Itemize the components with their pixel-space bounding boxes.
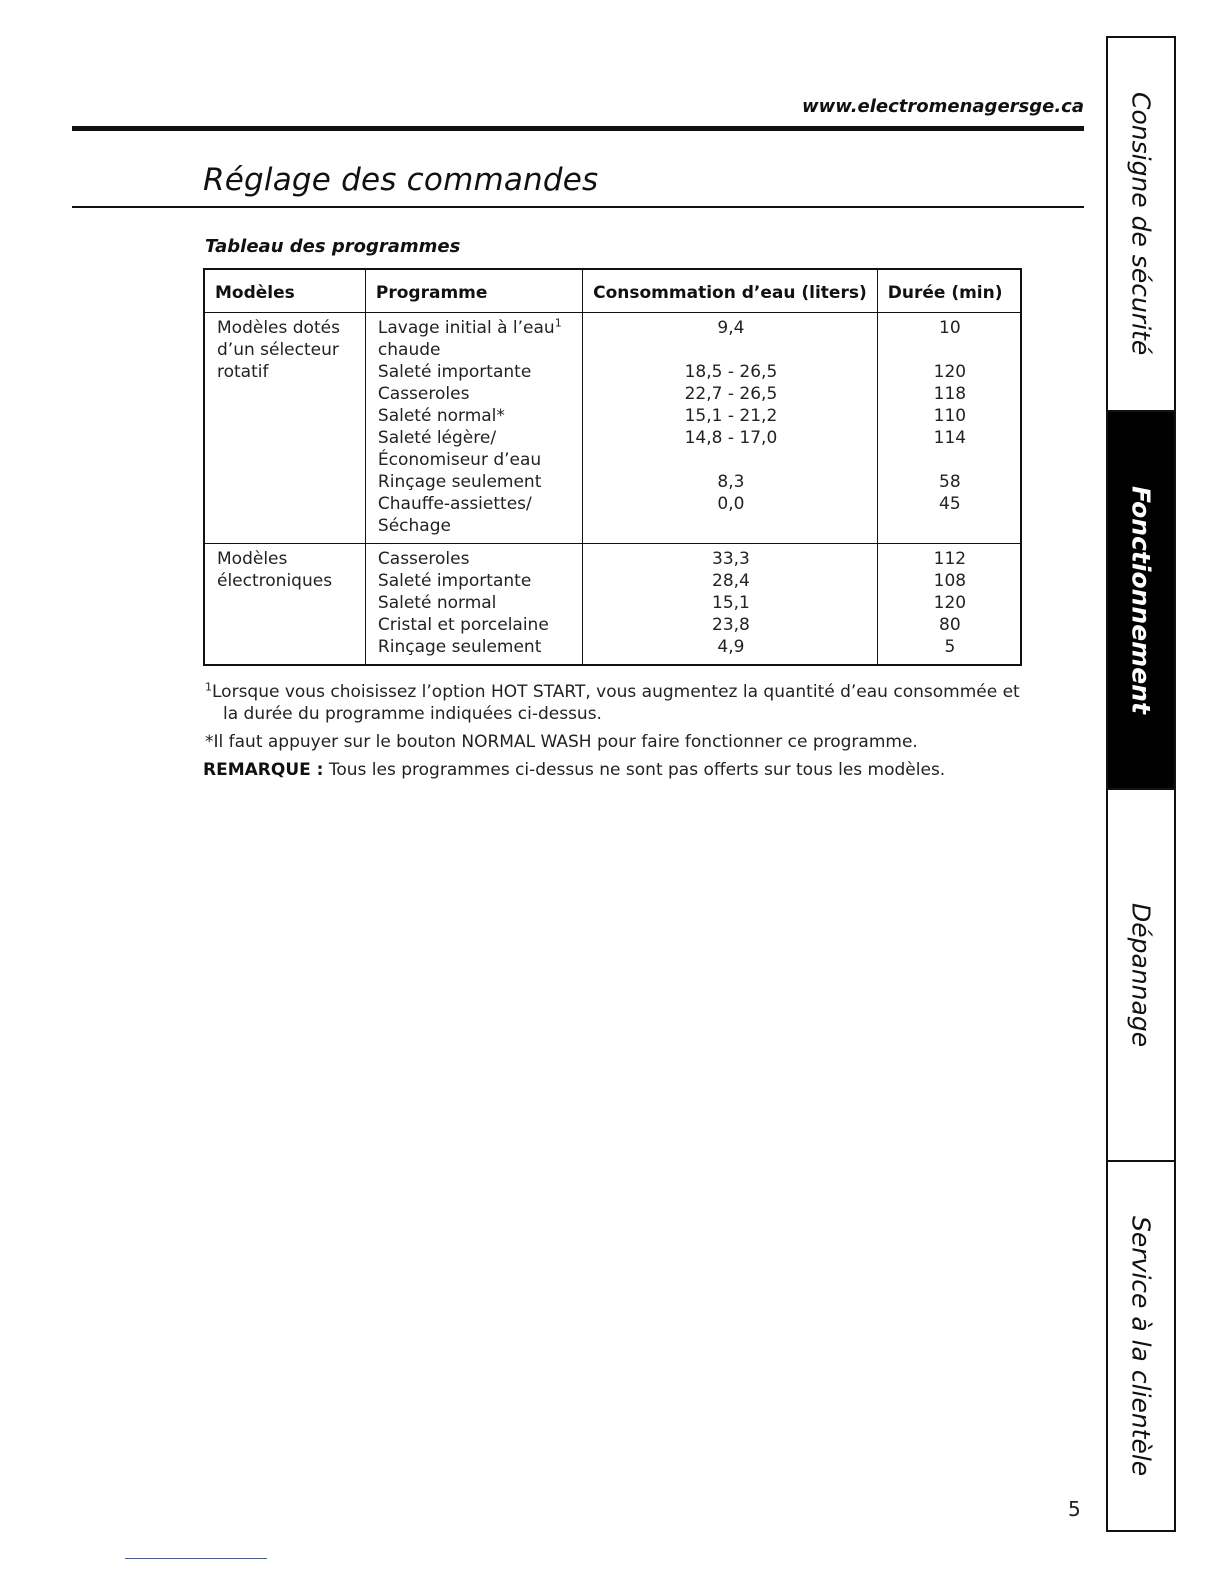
duration-value: 120 [933, 593, 967, 613]
program-line: Rinçage seulement [377, 637, 542, 657]
water-value: 23,8 [712, 615, 750, 635]
water-value: 14,8 - 17,0 [684, 428, 778, 448]
tab-fonctionnement[interactable] [1108, 412, 1174, 788]
footnote-marker: 1 [205, 680, 212, 694]
program-line: chaude [377, 340, 441, 360]
water-value: 0,0 [717, 494, 745, 514]
model-line: d’un sélecteur [217, 340, 339, 360]
water-value: 9,4 [717, 318, 745, 338]
duration-value: 58 [939, 472, 961, 492]
cell-duration [877, 544, 1021, 666]
model-line: Modèles [217, 549, 288, 569]
table-row-group-rotary [204, 313, 1021, 544]
footer-link-underline [125, 1558, 267, 1559]
model-line: électroniques [217, 571, 333, 591]
footnote-text: Lorsque vous choisissez l’option HOT START, vous augmentez la quantité d’eau consommée et la durée du programme indiquées ci-dessus. [212, 682, 1020, 724]
tab-label: Fonctionnement [1126, 486, 1156, 714]
footnote-marker: 1 [554, 316, 562, 330]
duration-value: 120 [933, 362, 967, 382]
water-value: 15,1 - 21,2 [684, 406, 778, 426]
water-value [595, 449, 867, 471]
program-line: Saleté normal* [377, 406, 505, 426]
program-line: Casseroles [377, 384, 470, 404]
program-line: Saleté importante [377, 362, 532, 382]
page-number: 5 [1068, 1497, 1081, 1521]
program-line: Rinçage seulement [377, 472, 542, 492]
table-caption: Tableau des programmes [205, 236, 461, 257]
program-line: Saleté importante [377, 571, 532, 591]
remark-label: REMARQUE : [203, 760, 324, 780]
program-line: Séchage [377, 516, 451, 536]
duration-value: 114 [933, 428, 967, 448]
cell-water [583, 313, 878, 544]
tab-label: Consigne de sécurité [1126, 92, 1156, 356]
duration-value: 108 [933, 571, 967, 591]
program-line: Économiseur d’eau [377, 450, 542, 470]
remark [203, 759, 1025, 781]
tab-depannage[interactable] [1108, 790, 1174, 1160]
cell-water [583, 544, 878, 666]
cell-models [204, 544, 365, 666]
water-value: 33,3 [712, 549, 750, 569]
water-value: 4,9 [717, 637, 745, 657]
cell-programs [365, 544, 582, 666]
water-value [595, 339, 867, 361]
program-line: Saleté légère/ [377, 428, 497, 448]
program-line: Casseroles [377, 549, 470, 569]
cell-models [204, 313, 365, 544]
tab-service-clientele[interactable] [1108, 1162, 1174, 1530]
header-water: Consommation d’eau (liters) [583, 269, 878, 313]
footnote-normal-wash: *Il faut appuyer sur le bouton NORMAL WASH pour faire fonctionner ce programme. [205, 732, 918, 752]
water-value [595, 515, 867, 537]
tab-label: Dépannage [1126, 902, 1156, 1048]
water-value: 8,3 [717, 472, 745, 492]
duration-value: 110 [933, 406, 967, 426]
title-rule [72, 206, 1084, 208]
program-table [203, 268, 1022, 666]
header-program: Programme [365, 269, 582, 313]
program-line: Chauffe-assiettes/ [377, 494, 532, 514]
header-duration: Durée (min) [877, 269, 1021, 313]
water-value: 22,7 - 26,5 [684, 384, 778, 404]
duration-value: 112 [933, 549, 967, 569]
duration-value: 10 [939, 318, 961, 338]
header-url[interactable]: www.electromenagersge.ca [801, 96, 1084, 117]
model-line: rotatif [217, 362, 269, 382]
duration-value [890, 515, 1010, 537]
model-line: Modèles dotés [217, 318, 340, 338]
program-line: Saleté normal [377, 593, 497, 613]
tab-consigne-securite[interactable] [1108, 38, 1174, 410]
water-value: 18,5 - 26,5 [684, 362, 778, 382]
side-tab-bar [1106, 36, 1176, 1532]
tab-label: Service à la clientèle [1126, 1215, 1156, 1477]
duration-value: 45 [939, 494, 961, 514]
water-value: 28,4 [712, 571, 750, 591]
program-text: Lavage initial à l’eau [377, 318, 555, 338]
remark-text: Tous les programmes ci-dessus ne sont pas offerts sur tous les modèles. [323, 760, 946, 780]
cell-duration [877, 313, 1021, 544]
program-line: Cristal et porcelaine [377, 615, 549, 635]
program-line [378, 317, 572, 339]
header-rule-thick [72, 126, 1084, 131]
duration-value [890, 339, 1010, 361]
page-title: Réglage des commandes [203, 162, 599, 198]
table-row-group-electronic [204, 544, 1021, 666]
duration-value: 80 [939, 615, 961, 635]
footnote-hot-start [205, 681, 1025, 725]
duration-value: 5 [944, 637, 956, 657]
duration-value [890, 449, 1010, 471]
duration-value: 118 [933, 384, 967, 404]
notes-section [205, 681, 1025, 787]
header-models: Modèles [204, 269, 365, 313]
table-header-row [204, 269, 1021, 313]
cell-programs [365, 313, 582, 544]
water-value: 15,1 [712, 593, 750, 613]
